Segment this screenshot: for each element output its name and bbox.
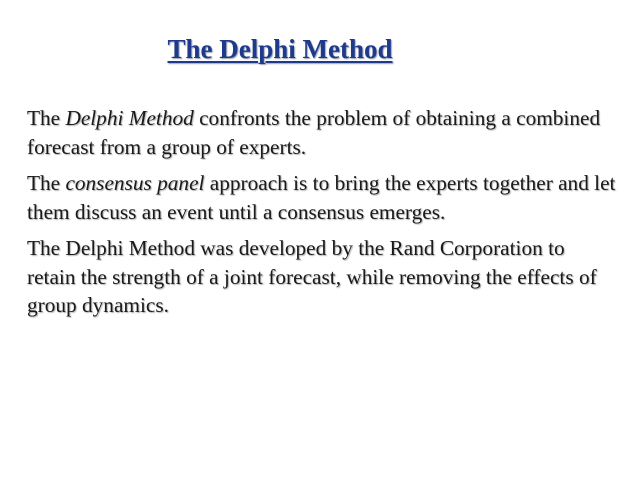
emphasis-consensus-panel: consensus panel bbox=[65, 171, 205, 195]
slide-title: The Delphi Method bbox=[167, 34, 393, 64]
emphasis-delphi-method: Delphi Method bbox=[65, 106, 194, 130]
paragraph-text: The bbox=[27, 106, 66, 130]
paragraph-text: approach is to bring the experts together and let them discuss an event until a consensus emerges. bbox=[27, 171, 616, 224]
paragraph-text: The Delphi Method was developed by the Rand Corporation to retain the strength of a joint forecast, while removing the effects of group dynamics. bbox=[27, 236, 597, 317]
paragraph-text: The bbox=[27, 171, 66, 195]
paragraph-text: confronts the problem of obtaining a combined forecast from a group of experts. bbox=[27, 106, 601, 159]
paragraph-consensus-panel bbox=[27, 169, 617, 226]
slide-body bbox=[27, 104, 617, 328]
paragraph-rand-corporation bbox=[27, 234, 617, 320]
paragraph-delphi-intro bbox=[27, 104, 617, 161]
